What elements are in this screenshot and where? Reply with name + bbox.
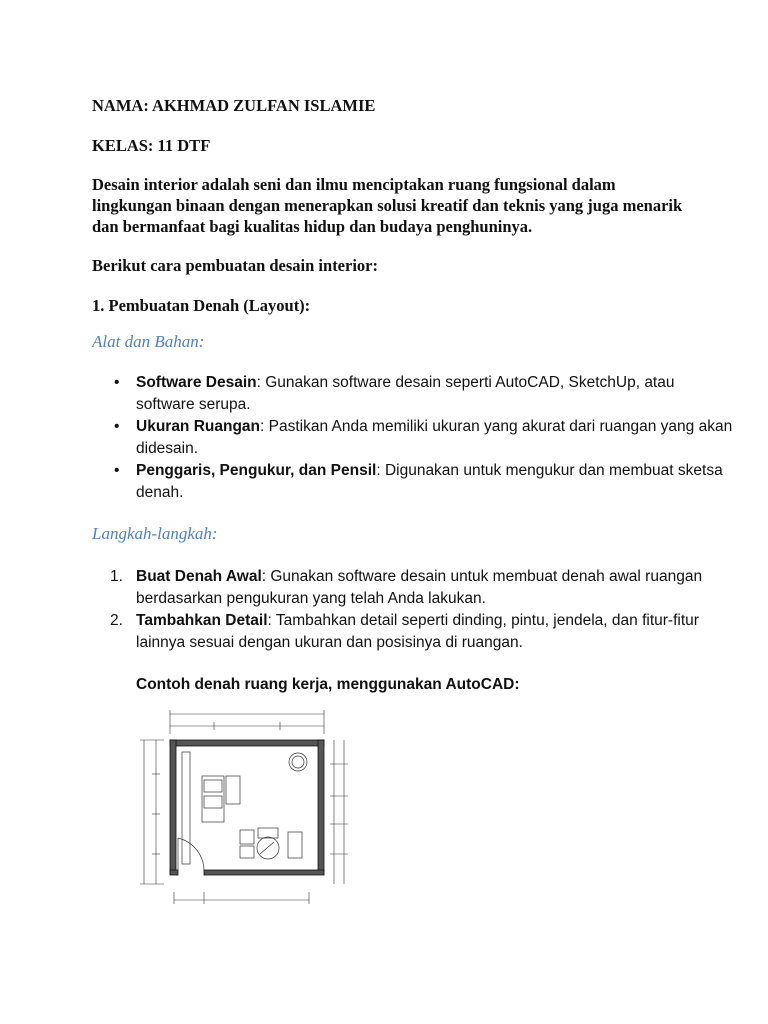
list-item-term: Software Desain: [136, 374, 257, 391]
list-item: [110, 566, 736, 610]
steps-list: [92, 566, 736, 654]
figure-caption: Contoh denah ruang kerja, menggunakan AutoCAD:: [136, 676, 520, 693]
intro-paragraph: Desain interior adalah seni dan ilmu menciptakan ruang fungsional dalam lingkungan binaan dengan menerapkan solusi kreatif dan teknis yang juga menarik dan bermanfaat bagi kualitas hidup dan budaya penghuninya.: [92, 175, 683, 236]
list-item: [136, 460, 736, 504]
list-item-desc: : Pastikan Anda memiliki ukuran yang akurat dari ruangan yang akan didesain.: [136, 418, 733, 457]
list-item-term: Buat Denah Awal: [136, 568, 262, 585]
steps-heading: Langkah-langkah:: [92, 524, 218, 543]
name-line: NAMA: AKHMAD ZULFAN ISLAMIE: [92, 96, 376, 115]
list-item-term: Ukuran Ruangan: [136, 418, 261, 435]
list-item-desc: : Gunakan software desain seperti AutoCAD, SketchUp, atau software serupa.: [136, 374, 675, 413]
list-item-desc: : Digunakan untuk mengukur dan membuat sketsa denah.: [136, 462, 723, 501]
list-item: [136, 372, 736, 416]
class-line: KELAS: 11 DTF: [92, 136, 211, 155]
floor-plan-drawing: [134, 704, 354, 910]
section-title: 1. Pembuatan Denah (Layout):: [92, 296, 311, 315]
step-number: 1.: [110, 568, 123, 585]
list-item-term: Tambahkan Detail: [136, 612, 268, 629]
list-item: [110, 610, 736, 654]
list-item: [136, 416, 736, 460]
tools-heading: Alat dan Bahan:: [92, 332, 205, 351]
tools-list: [92, 372, 736, 504]
step-number: 2.: [110, 612, 123, 629]
steps-intro: Berikut cara pembuatan desain interior:: [92, 256, 378, 275]
list-item-desc: : Gunakan software desain untuk membuat denah awal ruangan berdasarkan pengukuran yang telah Anda lakukan.: [136, 568, 703, 607]
list-item-term: Penggaris, Pengukur, dan Pensil: [136, 462, 377, 479]
list-item-desc: : Tambahkan detail seperti dinding, pintu, jendela, dan fitur-fitur lainnya sesuai dengan ukuran dan posisinya di ruangan.: [136, 612, 699, 651]
